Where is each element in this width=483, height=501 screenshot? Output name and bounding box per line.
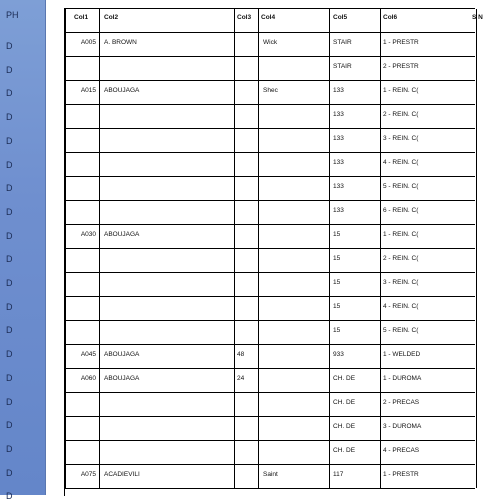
sidebar-row-marker[interactable]: D bbox=[6, 467, 13, 478]
table-cell[interactable]: 4 - REIN. C( bbox=[383, 159, 419, 166]
table-cell[interactable]: 48 bbox=[237, 351, 245, 358]
table-cell[interactable]: CH. DE bbox=[333, 399, 356, 406]
sidebar-row-marker[interactable]: D bbox=[6, 301, 13, 312]
table-cell[interactable]: A030 bbox=[80, 231, 96, 238]
table-cell[interactable]: Saint bbox=[263, 471, 278, 478]
table-cell[interactable]: 1 - PRESTR bbox=[383, 39, 419, 46]
table-cell[interactable]: 133 bbox=[333, 87, 344, 94]
sidebar-row-marker[interactable]: D bbox=[6, 159, 13, 170]
table-cell[interactable]: 4 - REIN. C( bbox=[383, 303, 419, 310]
table-cell[interactable]: 5 - REIN. C( bbox=[383, 327, 419, 334]
table-cell[interactable]: 15 bbox=[333, 279, 341, 286]
sidebar-row-marker[interactable]: D bbox=[6, 372, 13, 383]
sidebar-row-marker[interactable]: D bbox=[6, 64, 13, 75]
table-gridline bbox=[65, 56, 475, 57]
table-gridline bbox=[65, 320, 475, 321]
table-cell[interactable]: 2 - PRECAS bbox=[383, 399, 420, 406]
sidebar-row-marker[interactable]: D bbox=[6, 325, 13, 336]
column-header[interactable]: Col1 bbox=[74, 14, 89, 21]
sidebar-row-marker[interactable]: D bbox=[6, 183, 13, 194]
table-cell[interactable]: A060 bbox=[80, 375, 96, 382]
sidebar-row-marker[interactable]: D bbox=[6, 206, 13, 217]
sidebar-row-marker[interactable]: D bbox=[6, 254, 13, 265]
table-cell[interactable]: CH. DE bbox=[333, 375, 356, 382]
table-cell[interactable]: ABOUJAGA bbox=[104, 375, 140, 382]
table-gridline bbox=[65, 176, 475, 177]
table-cell[interactable]: ABOUJAGA bbox=[104, 87, 140, 94]
table-cell[interactable]: 3 - REIN. C( bbox=[383, 279, 419, 286]
table-gridline bbox=[65, 224, 475, 225]
table-gridline bbox=[65, 488, 475, 489]
sidebar-row-marker[interactable]: D bbox=[6, 349, 13, 360]
table-cell[interactable]: CH. DE bbox=[333, 447, 356, 454]
table-gridline bbox=[65, 368, 475, 369]
table-cell[interactable]: Wick bbox=[263, 39, 278, 46]
table-gridline bbox=[65, 104, 475, 105]
table-cell[interactable]: A075 bbox=[80, 471, 96, 478]
table-cell[interactable]: STAIR bbox=[333, 63, 352, 70]
table-cell[interactable]: 15 bbox=[333, 231, 341, 238]
table-gridline bbox=[65, 416, 475, 417]
table-cell[interactable]: 6 - REIN. C( bbox=[383, 207, 419, 214]
table-cell[interactable]: 15 bbox=[333, 255, 341, 262]
table-cell[interactable]: CH. DE bbox=[333, 423, 356, 430]
table-cell[interactable]: 1 - PRESTR bbox=[383, 471, 419, 478]
table-cell[interactable]: 2 - PRESTR bbox=[383, 63, 419, 70]
table-cell[interactable]: 133 bbox=[333, 159, 344, 166]
table-gridline bbox=[65, 272, 475, 273]
table-gridline bbox=[65, 128, 475, 129]
column-header[interactable]: S N bbox=[472, 14, 483, 21]
sidebar-row-marker[interactable]: D bbox=[6, 112, 13, 123]
table-cell[interactable]: STAIR bbox=[333, 39, 352, 46]
table-gridline bbox=[65, 200, 475, 201]
table-cell[interactable]: 117 bbox=[333, 471, 344, 478]
table-cell[interactable]: 15 bbox=[333, 303, 341, 310]
table-cell[interactable]: ABOUJAGA bbox=[104, 231, 140, 238]
table-gridline bbox=[476, 9, 477, 488]
table-cell[interactable]: 3 - DUROMA bbox=[383, 423, 422, 430]
column-header[interactable]: Col6 bbox=[383, 14, 398, 21]
table-cell[interactable]: 133 bbox=[333, 183, 344, 190]
table-gridline bbox=[65, 80, 475, 81]
table-gridline bbox=[65, 392, 475, 393]
table-cell[interactable]: A005 bbox=[80, 39, 96, 46]
table-cell[interactable]: 5 - REIN. C( bbox=[383, 183, 419, 190]
table-cell[interactable]: 933 bbox=[333, 351, 344, 358]
table-cell[interactable]: 24 bbox=[237, 375, 245, 382]
table-cell[interactable]: Shec bbox=[263, 87, 278, 94]
table-gridline bbox=[65, 296, 475, 297]
table-gridline bbox=[65, 464, 475, 465]
table-cell[interactable]: 4 - PRECAS bbox=[383, 447, 420, 454]
column-header[interactable]: Col5 bbox=[333, 14, 348, 21]
sidebar-row-marker[interactable]: D bbox=[6, 135, 13, 146]
column-header[interactable]: Col2 bbox=[104, 14, 119, 21]
table-cell[interactable]: 133 bbox=[333, 135, 344, 142]
column-header[interactable]: Col4 bbox=[261, 14, 276, 21]
table-cell[interactable]: 1 - REIN. C( bbox=[383, 87, 419, 94]
sidebar-row-marker[interactable]: D bbox=[6, 443, 13, 454]
sidebar-row-marker[interactable]: D bbox=[6, 491, 13, 501]
table-cell[interactable]: 133 bbox=[333, 207, 344, 214]
table-cell[interactable]: 15 bbox=[333, 327, 341, 334]
table-gridline bbox=[65, 152, 475, 153]
table-cell[interactable]: 3 - REIN. C( bbox=[383, 135, 419, 142]
table-cell[interactable]: 1 - WELDED bbox=[383, 351, 421, 358]
table-gridline bbox=[65, 344, 475, 345]
table-cell[interactable]: A045 bbox=[80, 351, 96, 358]
table-gridline bbox=[65, 248, 475, 249]
sidebar-row-marker[interactable]: D bbox=[6, 396, 13, 407]
table-cell[interactable]: A015 bbox=[80, 87, 96, 94]
table-cell[interactable]: A. BROWN bbox=[104, 39, 137, 46]
table-gridline bbox=[65, 32, 475, 33]
table-cell[interactable]: 133 bbox=[333, 111, 344, 118]
sidebar-header: PH bbox=[6, 10, 19, 20]
table-cell[interactable]: 1 - REIN. C( bbox=[383, 231, 419, 238]
sidebar-row-marker[interactable]: D bbox=[6, 278, 13, 288]
table-cell[interactable]: ABOUJAGA bbox=[104, 351, 140, 358]
data-table bbox=[64, 8, 483, 496]
sidebar bbox=[0, 0, 46, 501]
sidebar-row-marker[interactable]: D bbox=[6, 420, 13, 431]
sidebar-row-marker[interactable]: D bbox=[6, 88, 13, 99]
sidebar-row-marker[interactable]: D bbox=[6, 230, 13, 241]
table-cell[interactable]: ACADIEVILI bbox=[104, 471, 140, 478]
sidebar-row-marker[interactable]: D bbox=[6, 41, 13, 51]
table-cell[interactable]: 2 - REIN. C( bbox=[383, 111, 419, 118]
column-header[interactable]: Col3 bbox=[237, 14, 252, 21]
table-cell[interactable]: 1 - DUROMA bbox=[383, 375, 422, 382]
table-cell[interactable]: 2 - REIN. C( bbox=[383, 255, 419, 262]
table-gridline bbox=[65, 440, 475, 441]
